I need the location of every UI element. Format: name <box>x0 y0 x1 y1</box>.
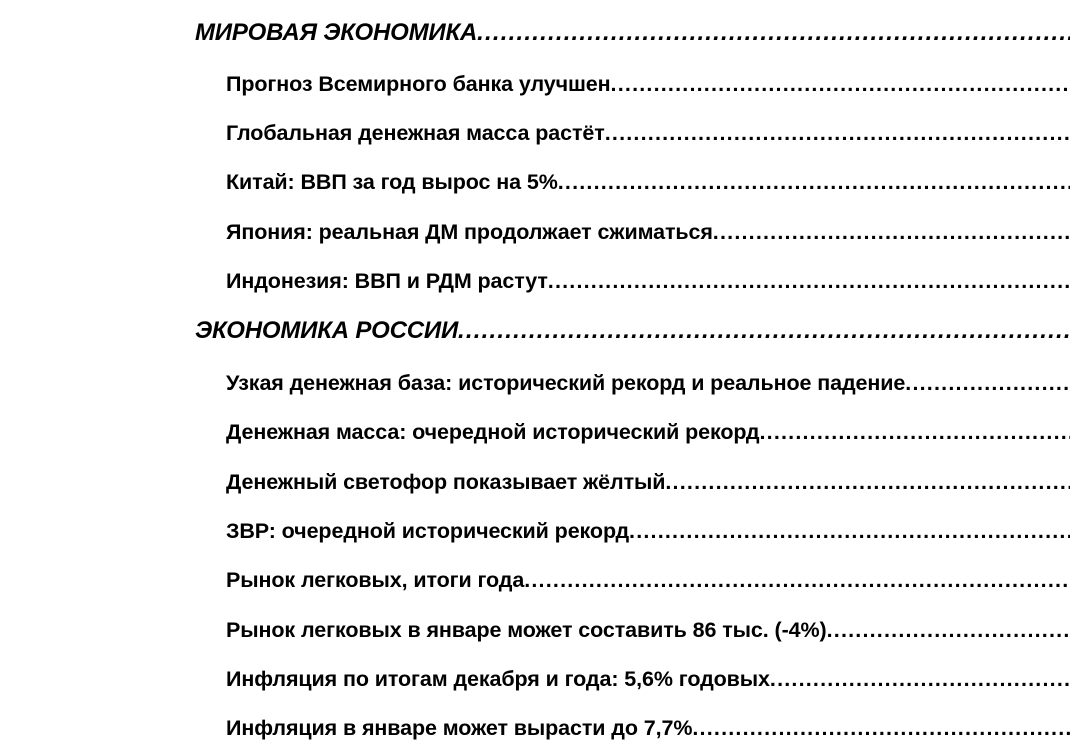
toc-entry-title: Япония: реальная ДМ продолжает сжиматься <box>226 220 713 244</box>
dot-leader <box>611 72 1070 97</box>
dot-leader <box>692 716 1070 741</box>
toc-entry-title: Китай: ВВП за год вырос на 5% <box>226 170 558 194</box>
toc-entry[interactable] <box>226 512 1070 544</box>
toc-entry[interactable] <box>226 660 1070 692</box>
toc-entry[interactable] <box>226 65 1070 97</box>
toc-entry-title: Глобальная денежная масса растёт <box>226 121 605 145</box>
toc-entry[interactable] <box>226 364 1070 396</box>
toc-entry[interactable] <box>226 709 1070 741</box>
toc-entry[interactable] <box>226 463 1070 495</box>
dot-leader <box>770 667 1070 692</box>
toc-entry-title: Индонезия: ВВП и РДМ растут <box>226 269 548 293</box>
toc-section-russia-economy[interactable] <box>195 311 1070 345</box>
dot-leader <box>558 170 1070 195</box>
dot-leader <box>629 519 1070 544</box>
toc-entry-title: ЗВР: очередной исторический рекорд <box>226 519 630 543</box>
toc-entry-title: Инфляция по итогам декабря и года: 5,6% годовых <box>226 667 770 691</box>
dot-leader <box>524 568 1070 593</box>
toc-entry-title: Инфляция в январе может вырасти до 7,7% <box>226 716 693 740</box>
dot-leader <box>605 121 1070 146</box>
dot-leader <box>759 420 1070 445</box>
dot-leader <box>548 269 1070 294</box>
toc-entry-title: Рынок легковых, итоги года <box>226 568 525 592</box>
dot-leader <box>477 19 1070 47</box>
dot-leader <box>905 371 1070 396</box>
toc-section-world-economy[interactable] <box>195 13 1070 47</box>
toc-entry[interactable] <box>226 262 1070 294</box>
dot-leader <box>665 470 1070 495</box>
toc-entry-title: Прогноз Всемирного банка улучшен <box>226 72 611 96</box>
dot-leader <box>713 220 1070 245</box>
dot-leader <box>827 618 1070 643</box>
dot-leader <box>458 317 1070 345</box>
toc-section-title: ЭКОНОМИКА РОССИИ <box>195 317 459 344</box>
toc-entry-title: Денежная масса: очередной исторический рекорд <box>226 420 760 444</box>
toc-entry[interactable] <box>226 114 1070 146</box>
toc-entry-title: Узкая денежная база: исторический рекорд и реальное падение <box>226 371 906 395</box>
toc-entry[interactable] <box>226 163 1070 195</box>
toc-entry[interactable] <box>226 611 1070 643</box>
toc-entry[interactable] <box>226 213 1070 245</box>
toc-entry-title: Рынок легковых в январе может составить 86 тыс. (-4%) <box>226 618 827 642</box>
toc-entry[interactable] <box>226 561 1070 593</box>
toc-entry[interactable] <box>226 413 1070 445</box>
toc-entry-title: Денежный светофор показывает жёлтый <box>226 470 666 494</box>
toc-section-title: МИРОВАЯ ЭКОНОМИКА <box>195 19 478 46</box>
